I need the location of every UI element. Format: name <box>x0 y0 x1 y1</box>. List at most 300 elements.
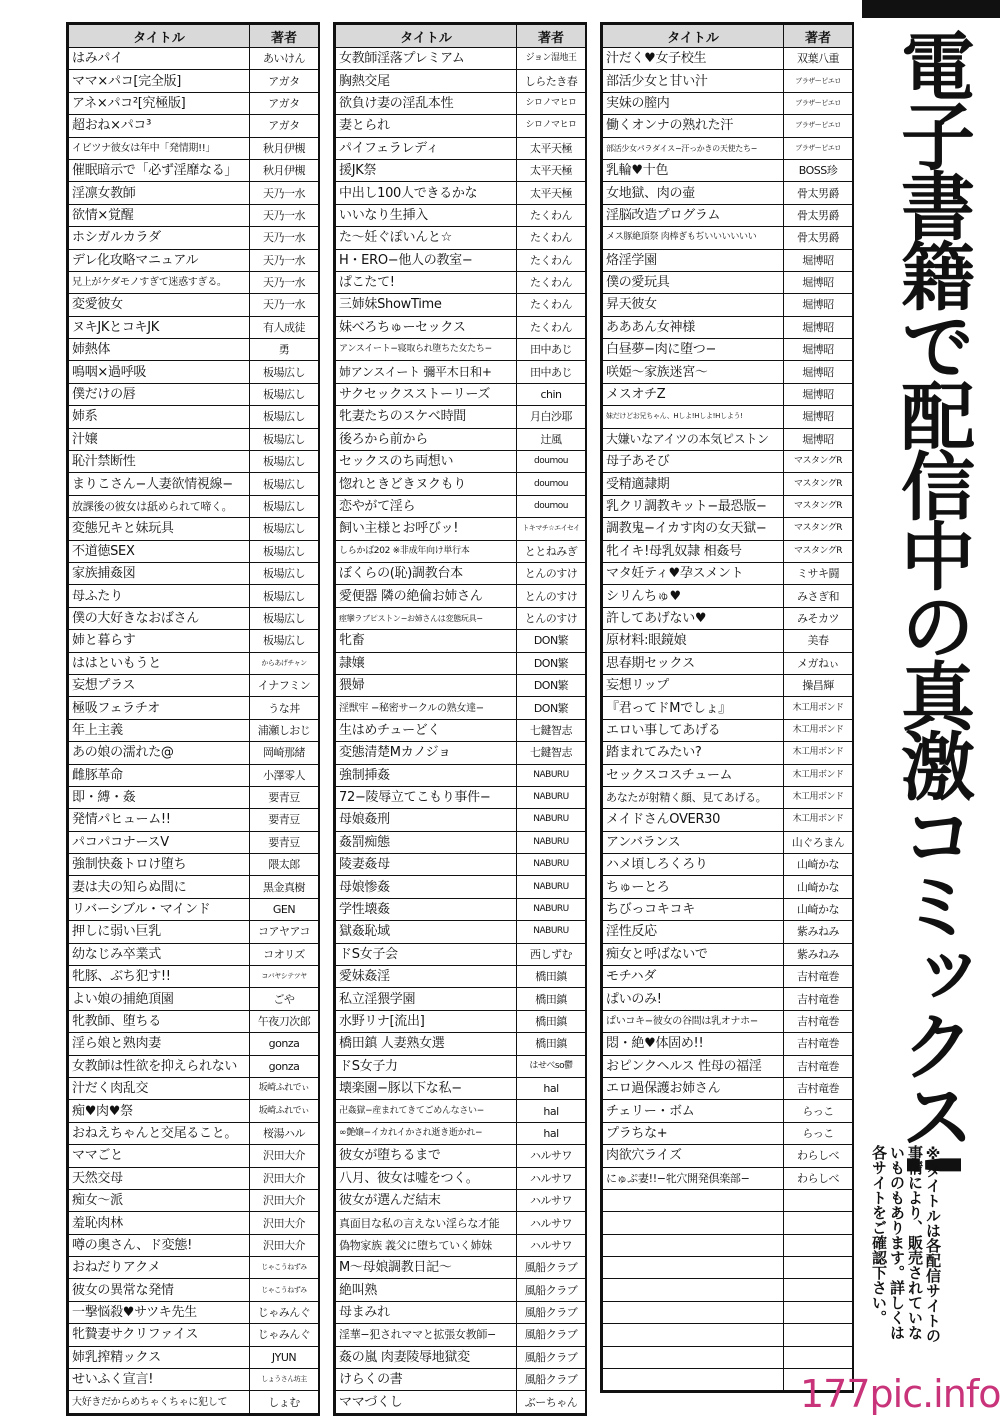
title-cell: 不道徳SEX <box>69 540 250 562</box>
title-cell: ヌキJKとコキJK <box>69 316 250 338</box>
author-cell: 太平天極 <box>517 159 586 181</box>
author-cell: hal <box>517 1100 586 1122</box>
title-cell: エロい事してあげる <box>603 719 784 741</box>
table-row <box>603 921 853 943</box>
title-cell: はみパイ <box>69 48 250 70</box>
table-row <box>336 92 586 114</box>
author-cell: 堀博昭 <box>784 428 853 450</box>
table-row <box>336 1279 586 1301</box>
table-row <box>69 294 319 316</box>
table-row <box>69 1033 319 1055</box>
table-row <box>603 70 853 92</box>
author-cell: NABURU <box>517 921 586 943</box>
title-cell: 烙淫学園 <box>603 249 784 271</box>
table-row <box>69 764 319 786</box>
title-cell: ドS女子力 <box>336 1055 517 1077</box>
author-cell: 風船クラブ <box>517 1324 586 1346</box>
table-row <box>336 630 586 652</box>
author-cell: JYUN <box>250 1346 319 1368</box>
table-row <box>336 876 586 898</box>
author-cell: 木工用ボンド <box>784 764 853 786</box>
author-cell <box>784 1301 853 1323</box>
author-cell: hal <box>517 1122 586 1144</box>
table-row <box>69 876 319 898</box>
table-row <box>69 451 319 473</box>
author-cell: 天乃一水 <box>250 204 319 226</box>
author-cell: 板場広し <box>250 607 319 629</box>
table-row <box>603 607 853 629</box>
table-row <box>336 1010 586 1032</box>
table-row <box>603 1167 853 1189</box>
headline: 電子書籍で配信中の真激コミックス! <box>889 28 975 1178</box>
title-cell: 羞恥肉林 <box>69 1212 250 1234</box>
author-cell: コアヤアコ <box>250 921 319 943</box>
title-cell: しらかば202 ※非成年向け単行本 <box>336 540 517 562</box>
title-cell: 牝イキ!母乳奴隷 相姦号 <box>603 540 784 562</box>
author-cell: 要青豆 <box>250 786 319 808</box>
author-cell: マスタングR <box>784 495 853 517</box>
table-row <box>603 1010 853 1032</box>
title-cell: リバーシブル・マインド <box>69 898 250 920</box>
author-cell: 天乃一水 <box>250 227 319 249</box>
author-cell: 田中あじ <box>517 361 586 383</box>
author-cell: 隈太郎 <box>250 854 319 876</box>
title-cell: 強制快姦トロけ堕ち <box>69 854 250 876</box>
table-row <box>69 339 319 361</box>
author-cell: 太平天極 <box>517 137 586 159</box>
title-cell: 変愛彼女 <box>69 294 250 316</box>
table-row <box>603 1279 853 1301</box>
table-row <box>69 495 319 517</box>
title-cell: 部活少女パラダイス−汗っかきの天使たち− <box>603 137 784 159</box>
table-row <box>336 1257 586 1279</box>
table-row <box>603 966 853 988</box>
title-cell: 猥婦 <box>336 674 517 696</box>
title-cell: 淫性反応 <box>603 921 784 943</box>
author-cell: 堀博昭 <box>784 271 853 293</box>
author-cell: たくわん <box>517 204 586 226</box>
table-row <box>603 137 853 159</box>
title-cell <box>603 1212 784 1234</box>
table-row <box>69 943 319 965</box>
title-cell: ぱこたて! <box>336 271 517 293</box>
table-row <box>336 48 586 70</box>
title-cell: 淫華−犯されママと拡張女教師− <box>336 1324 517 1346</box>
author-cell: ハルサワ <box>517 1189 586 1211</box>
table-row <box>603 1100 853 1122</box>
title-cell: 援JK祭 <box>336 159 517 181</box>
title-cell: おねだりアクメ <box>69 1257 250 1279</box>
table-row <box>69 249 319 271</box>
table-row <box>336 562 586 584</box>
table-row <box>336 1167 586 1189</box>
table-row <box>69 428 319 450</box>
table-row <box>336 1100 586 1122</box>
table-row <box>603 1145 853 1167</box>
author-cell: ハルサワ <box>517 1212 586 1234</box>
title-cell: 飼い主様とお呼びッ! <box>336 518 517 540</box>
title-cell: エロ過保護お姉さん <box>603 1077 784 1099</box>
table-row <box>603 115 853 137</box>
title-cell: 妄想プラス <box>69 674 250 696</box>
author-cell: 風船クラブ <box>517 1257 586 1279</box>
author-cell: らっこ <box>784 1100 853 1122</box>
table-row <box>69 1391 319 1413</box>
title-cell: 超おね×パコ³ <box>69 115 250 137</box>
author-cell: 吉村竜巻 <box>784 988 853 1010</box>
title-cell: 壊楽園−豚以下な私− <box>336 1077 517 1099</box>
author-cell: 板場広し <box>250 451 319 473</box>
table-row <box>603 1324 853 1346</box>
table-row <box>603 48 853 70</box>
title-cell: 妻とられ <box>336 115 517 137</box>
table-row <box>603 383 853 405</box>
title-cell: 母娘惨姦 <box>336 876 517 898</box>
title-cell: せいふく宣言! <box>69 1369 250 1391</box>
title-cell: 母まみれ <box>336 1301 517 1323</box>
title-cell: メス豚絶頂祭 肉棒ぎもぢいいいいいい <box>603 227 784 249</box>
author-cell: 沢田大介 <box>250 1189 319 1211</box>
table-row <box>336 428 586 450</box>
table-row <box>69 1279 319 1301</box>
author-cell: gonza <box>250 1033 319 1055</box>
table-row <box>69 48 319 70</box>
title-cell: ぼくらの(恥)調教台本 <box>336 562 517 584</box>
author-cell: BOSS珍 <box>784 159 853 181</box>
table-row <box>336 652 586 674</box>
table-row <box>603 719 853 741</box>
table-row <box>603 294 853 316</box>
table-row <box>603 988 853 1010</box>
title-cell: 踏まれてみたい? <box>603 742 784 764</box>
title-cell: 思春期セックス <box>603 652 784 674</box>
title-cell: ははといもうと <box>69 652 250 674</box>
author-header: 著者 <box>784 25 853 48</box>
title-cell: 働くオンナの熟れた汗 <box>603 115 784 137</box>
title-cell <box>603 1301 784 1323</box>
title-cell <box>603 1257 784 1279</box>
title-cell: セックスのち両想い <box>336 451 517 473</box>
table-row <box>603 674 853 696</box>
author-cell: 天乃一水 <box>250 294 319 316</box>
table-row <box>69 630 319 652</box>
title-cell <box>603 1279 784 1301</box>
author-cell: 板場広し <box>250 473 319 495</box>
author-cell: 西しずむ <box>517 943 586 965</box>
table-row <box>336 1346 586 1368</box>
table-row <box>336 495 586 517</box>
title-cell: メスオチZ <box>603 383 784 405</box>
table-row <box>69 786 319 808</box>
title-cell: シリんちゅ♥ <box>603 585 784 607</box>
title-cell: 汁だく♥女子校生 <box>603 48 784 70</box>
author-cell: 風船クラブ <box>517 1346 586 1368</box>
table-row <box>603 249 853 271</box>
title-cell <box>603 1234 784 1256</box>
table-row <box>69 1346 319 1368</box>
author-cell: じゃこうねずみ <box>250 1279 319 1301</box>
title-cell: 陵妻姦母 <box>336 854 517 876</box>
table-row <box>69 585 319 607</box>
author-cell: 風船クラブ <box>517 1369 586 1391</box>
author-cell: みさぎ和 <box>784 585 853 607</box>
author-cell: たくわん <box>517 294 586 316</box>
author-cell: シロノマヒロ <box>517 92 586 114</box>
title-cell: 真面目な私の言えない淫らな才能 <box>336 1212 517 1234</box>
author-cell: 堀博昭 <box>784 249 853 271</box>
title-cell: 発情パヒューム!! <box>69 809 250 831</box>
table-row <box>336 316 586 338</box>
author-cell: NABURU <box>517 786 586 808</box>
table-row <box>603 92 853 114</box>
table-row <box>336 339 586 361</box>
title-cell: 姦の嵐 肉妻陵辱地獄変 <box>336 1346 517 1368</box>
title-cell: 生はめチューどく <box>336 719 517 741</box>
table-row <box>69 473 319 495</box>
author-cell: 沢田大介 <box>250 1212 319 1234</box>
author-cell: doumou <box>517 495 586 517</box>
table-row <box>603 898 853 920</box>
author-cell: NABURU <box>517 809 586 831</box>
title-cell: 妻は夫の知らぬ間に <box>69 876 250 898</box>
author-cell <box>784 1346 853 1368</box>
author-cell: マスタングR <box>784 518 853 540</box>
title-cell: あの娘の濡れた@ <box>69 742 250 764</box>
title-cell: 妹べろちゅーセックス <box>336 316 517 338</box>
title-cell: 牝畜 <box>336 630 517 652</box>
top-bar <box>862 0 1000 18</box>
title-cell: 牝豚、ぶち犯す!! <box>69 966 250 988</box>
title-cell: 汁嬢 <box>69 428 250 450</box>
author-cell: 板場広し <box>250 428 319 450</box>
author-cell: DON繁 <box>517 652 586 674</box>
author-cell: 山崎かな <box>784 898 853 920</box>
table-row <box>69 70 319 92</box>
table-row <box>69 921 319 943</box>
table-row <box>69 1301 319 1323</box>
title-cell: 偽物家族 義父に堕ちていく姉妹 <box>336 1234 517 1256</box>
title-cell: 原材料:眼鏡娘 <box>603 630 784 652</box>
table-row <box>69 1122 319 1144</box>
author-cell: ととねみぎ <box>517 540 586 562</box>
title-cell: 恥汁禁断性 <box>69 451 250 473</box>
table-row <box>603 540 853 562</box>
table-row <box>69 854 319 876</box>
table-row <box>603 831 853 853</box>
title-cell: アネ×パコ²[究極版] <box>69 92 250 114</box>
table-row <box>336 294 586 316</box>
table-row <box>336 1391 586 1413</box>
table-row <box>603 1234 853 1256</box>
title-cell: 即・縛・姦 <box>69 786 250 808</box>
title-cell: ママごと <box>69 1145 250 1167</box>
author-cell: 要青豆 <box>250 831 319 853</box>
author-cell: 天乃一水 <box>250 182 319 204</box>
author-cell: 山崎かな <box>784 876 853 898</box>
table-row <box>336 921 586 943</box>
author-cell: 堀博昭 <box>784 316 853 338</box>
author-cell: ごや <box>250 988 319 1010</box>
title-cell: 悶・絶♥体固め!! <box>603 1033 784 1055</box>
table-row <box>69 562 319 584</box>
title-cell: プラちな+ <box>603 1122 784 1144</box>
table-row <box>603 339 853 361</box>
author-cell: 紫みねみ <box>784 921 853 943</box>
title-cell: 水野リナ[流出] <box>336 1010 517 1032</box>
author-cell: 堀博昭 <box>784 383 853 405</box>
table-row <box>603 742 853 764</box>
table-row <box>603 518 853 540</box>
title-cell <box>603 1189 784 1211</box>
title-cell: モチハダ <box>603 966 784 988</box>
author-cell: しょむ <box>250 1391 319 1413</box>
title-cell: まりこさん−人妻欲情視線− <box>69 473 250 495</box>
title-cell: ドS女子会 <box>336 943 517 965</box>
title-cell: 愛妹姦淫 <box>336 966 517 988</box>
author-cell <box>784 1324 853 1346</box>
title-cell: 私立淫猥学園 <box>336 988 517 1010</box>
author-cell: とんのすけ <box>517 585 586 607</box>
author-cell: 吉村竜巻 <box>784 1055 853 1077</box>
author-cell: 勇 <box>250 339 319 361</box>
author-cell: ハルサワ <box>517 1234 586 1256</box>
table-row <box>69 966 319 988</box>
title-cell: 汁だく肉乱交 <box>69 1077 250 1099</box>
author-cell: しらたき春 <box>517 70 586 92</box>
author-cell: 月白沙耶 <box>517 406 586 428</box>
author-cell: 橋田鎮 <box>517 988 586 1010</box>
title-cell: 牝教師、堕ちる <box>69 1010 250 1032</box>
table-row <box>69 1145 319 1167</box>
author-cell: シロノマヒロ <box>517 115 586 137</box>
author-cell: 木工用ボンド <box>784 809 853 831</box>
title-cell: 隷嬢 <box>336 652 517 674</box>
table-row <box>69 271 319 293</box>
title-cell: H・ERO−他人の教室− <box>336 249 517 271</box>
author-cell: コバヤシテツヤ <box>250 966 319 988</box>
author-cell: 沢田大介 <box>250 1145 319 1167</box>
title-cell: 女教師淫落プレミアム <box>336 48 517 70</box>
author-cell: マスタングR <box>784 540 853 562</box>
author-cell: NABURU <box>517 831 586 853</box>
watermark: 177pic.info <box>800 1372 1000 1416</box>
title-cell: 痙攣ラブピストン−お姉さんは変態玩具− <box>336 607 517 629</box>
table-row <box>69 361 319 383</box>
table-row <box>603 764 853 786</box>
title-cell: 実妹の膣内 <box>603 92 784 114</box>
author-cell: 秋月伊槻 <box>250 137 319 159</box>
table-row <box>69 988 319 1010</box>
title-cell: 母娘姦刑 <box>336 809 517 831</box>
author-cell: doumou <box>517 451 586 473</box>
table-row <box>336 204 586 226</box>
title-cell: 彼女の異常な発情 <box>69 1279 250 1301</box>
author-cell: 板場広し <box>250 518 319 540</box>
author-cell: DON繁 <box>517 697 586 719</box>
table-row <box>69 92 319 114</box>
title-cell: 牝贄妻サクリファイス <box>69 1324 250 1346</box>
table-row <box>69 697 319 719</box>
table-row <box>603 1301 853 1323</box>
title-cell: メイドさんOVER30 <box>603 809 784 831</box>
author-cell: NABURU <box>517 876 586 898</box>
table-row <box>69 831 319 853</box>
author-cell: 沢田大介 <box>250 1167 319 1189</box>
author-cell: 七鍵智志 <box>517 742 586 764</box>
author-cell <box>784 1189 853 1211</box>
table-row <box>336 854 586 876</box>
table-row <box>336 988 586 1010</box>
table-row <box>603 1055 853 1077</box>
title-cell: 年上主義 <box>69 719 250 741</box>
author-cell: 山ぐろまん <box>784 831 853 853</box>
title-cell: アンバランス <box>603 831 784 853</box>
author-cell: 骨太男爵 <box>784 204 853 226</box>
title-cell: 幼なじみ卒業式 <box>69 943 250 965</box>
title-cell: 白昼夢−肉に堕つ− <box>603 339 784 361</box>
title-cell <box>603 1346 784 1368</box>
author-cell: 板場広し <box>250 383 319 405</box>
title-cell: 欲負け妻の淫乱本性 <box>336 92 517 114</box>
table-row <box>603 585 853 607</box>
table-row <box>603 943 853 965</box>
author-cell: ハルサワ <box>517 1145 586 1167</box>
table-row <box>69 1100 319 1122</box>
title-cell: いいなり生挿入 <box>336 204 517 226</box>
author-cell: hal <box>517 1077 586 1099</box>
table-row <box>69 1010 319 1032</box>
table-row <box>69 316 319 338</box>
table-row <box>336 764 586 786</box>
title-table-2 <box>333 22 587 1416</box>
table-row <box>603 1077 853 1099</box>
table-row <box>336 1212 586 1234</box>
title-cell: 学性壊姦 <box>336 898 517 920</box>
table-row <box>69 227 319 249</box>
author-cell: 板場広し <box>250 406 319 428</box>
author-cell: マスタングR <box>784 473 853 495</box>
title-cell: 淫獣牢 −秘密サークルの熟女達− <box>336 697 517 719</box>
author-cell: 坂崎ふれでぃ <box>250 1100 319 1122</box>
title-cell: ママ×パコ[完全版] <box>69 70 250 92</box>
title-cell: 天然交母 <box>69 1167 250 1189</box>
title-cell: ちびっコキコキ <box>603 898 784 920</box>
title-cell: 肉欲穴ライズ <box>603 1145 784 1167</box>
author-cell: 板場広し <box>250 585 319 607</box>
author-cell <box>784 1257 853 1279</box>
author-cell: しょうさん坊主 <box>250 1369 319 1391</box>
title-cell: 兄上がケダモノすぎて迷惑すぎる。 <box>69 271 250 293</box>
author-cell: ブラザーピエロ <box>784 137 853 159</box>
title-cell: 絶叫熟 <box>336 1279 517 1301</box>
author-cell: はせべso鬱 <box>517 1055 586 1077</box>
table-row <box>603 1189 853 1211</box>
author-cell: 骨太男爵 <box>784 182 853 204</box>
title-cell: ぱいコキ−彼女の谷間は乳オナホ− <box>603 1010 784 1032</box>
table-row <box>603 652 853 674</box>
author-cell: ジョン湿地王 <box>517 48 586 70</box>
author-cell: 太平天極 <box>517 182 586 204</box>
author-cell: 堀博昭 <box>784 361 853 383</box>
table-row <box>336 182 586 204</box>
table-row <box>603 630 853 652</box>
table-row <box>336 271 586 293</box>
author-cell: たくわん <box>517 271 586 293</box>
table-row <box>69 742 319 764</box>
title-cell: 母子あそび <box>603 451 784 473</box>
title-cell: 許してあげない♥ <box>603 607 784 629</box>
title-cell: 姉と暮らす <box>69 630 250 652</box>
